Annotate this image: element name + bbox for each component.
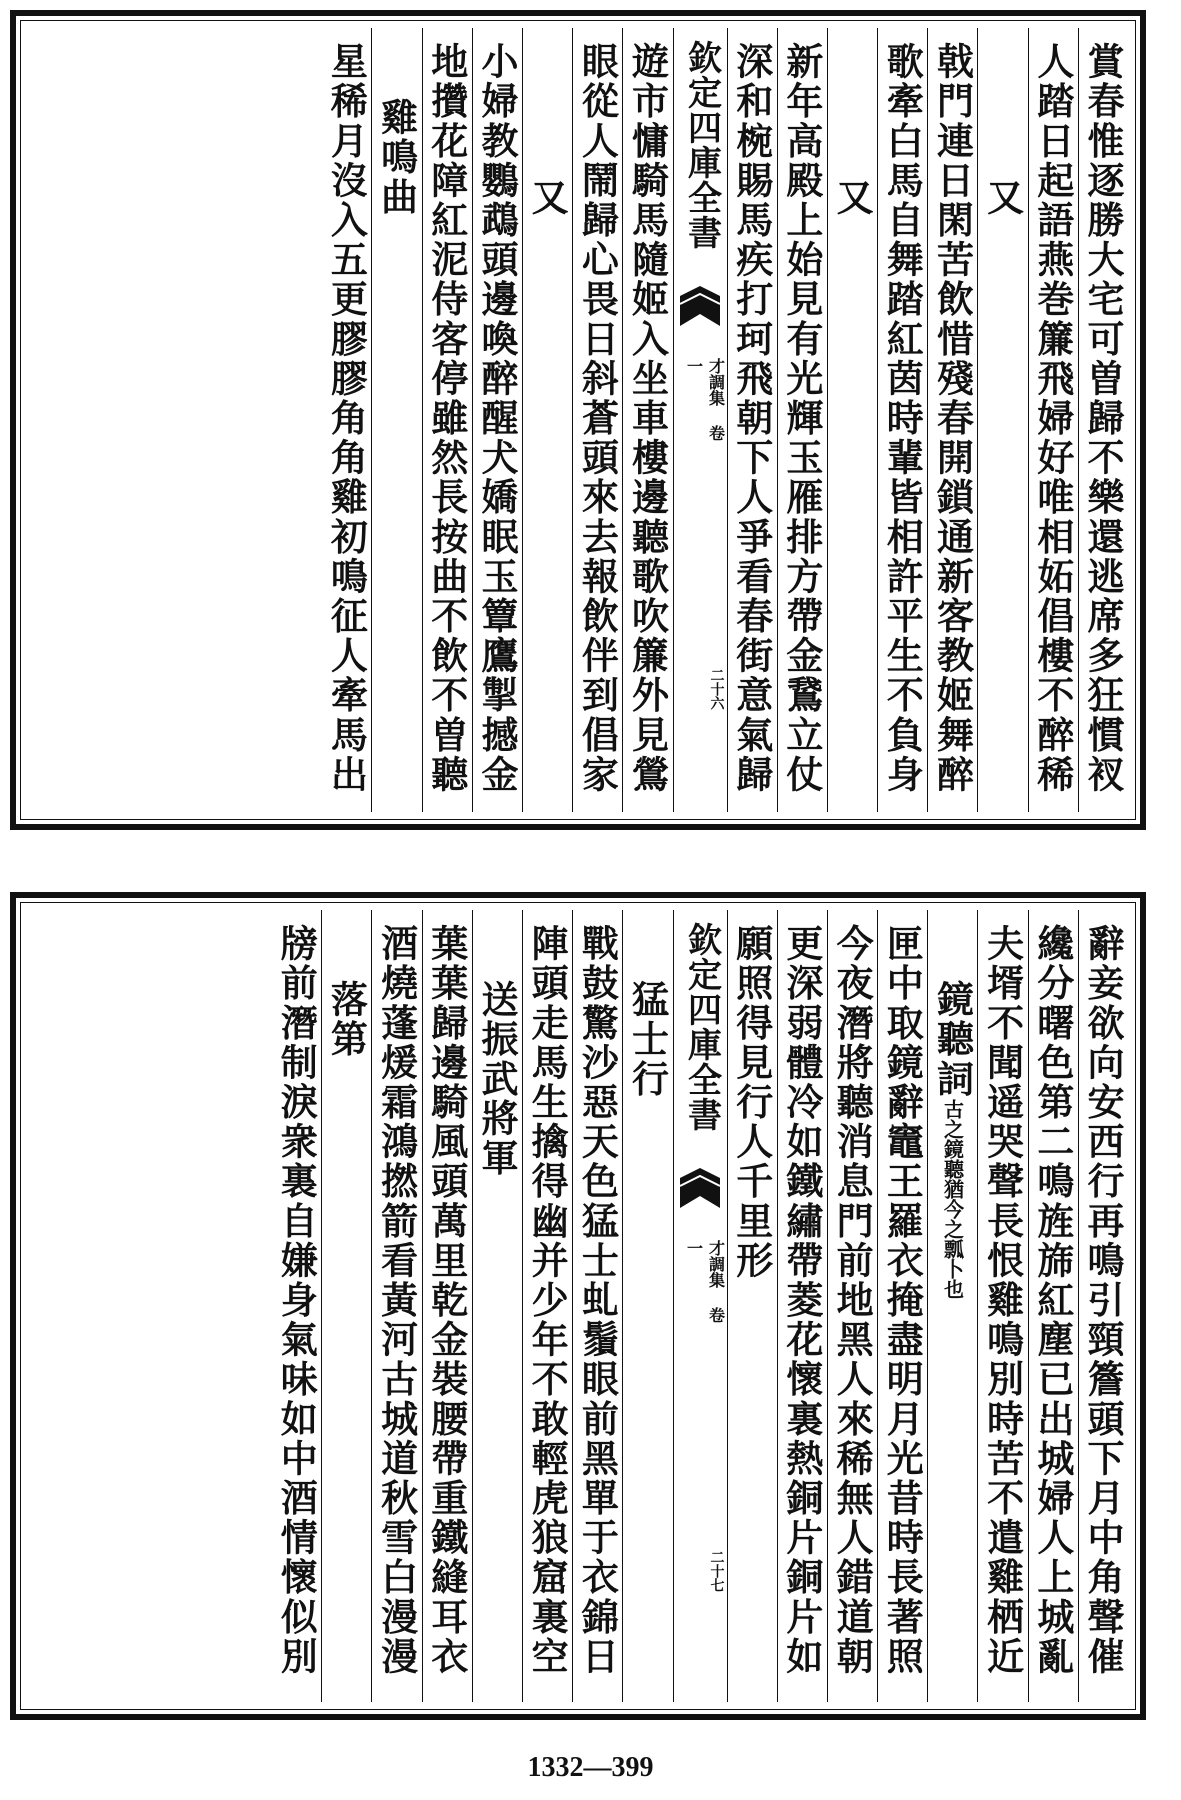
text-column xyxy=(927,28,977,812)
column-heading: 又 xyxy=(980,178,1025,218)
page-footer-number: 1332—399 xyxy=(527,1752,654,1783)
center-page-number: 二十七 xyxy=(708,1550,725,1592)
text-column xyxy=(877,28,927,812)
text-column xyxy=(727,910,777,1702)
poem-title: 鏡聽詞 xyxy=(930,980,975,1099)
center-book: 才調集 卷一 xyxy=(684,1240,726,1323)
center-fold xyxy=(673,910,727,1702)
column-text: 葉葉歸邊騎風頭萬里乾金裝腰帶重鐵縫耳衣 xyxy=(424,924,469,1677)
column-text: 戟門連日閑苦飲惜殘春開鎖通新客教姬舞醉 xyxy=(930,42,975,795)
column-text: 牓前潛制淚衆裏自嫌身氣味如中酒情懷似別 xyxy=(274,924,319,1677)
column-text: 更深弱體冷如鐵繡帶菱花懷裏熱銅片銅片如 xyxy=(779,924,824,1677)
center-title: 欽定四庫全書 xyxy=(681,40,722,250)
column-text: 眼從人鬧歸心畏日斜蒼頭來去報飲伴到倡家 xyxy=(575,42,620,795)
column-heading: 又 xyxy=(525,178,570,218)
text-column xyxy=(422,910,472,1702)
text-column xyxy=(522,910,572,1702)
poem-note: 古之鏡聽猶今之瓢卜也 xyxy=(940,1098,965,1299)
column-text: 纔分曙色第二鳴旌旆紅塵已出城婦人上城亂 xyxy=(1030,924,1075,1677)
column-text: 賞春惟逐勝大宅可曽歸不樂還逃席多狂慣衩 xyxy=(1081,42,1125,795)
text-column xyxy=(572,28,622,812)
column-text: 戰鼓驚沙惡天色猛士虬鬚眼前黑單于衣錦日 xyxy=(575,924,620,1677)
page-bottom-columns xyxy=(28,910,1128,1702)
text-column xyxy=(877,910,927,1702)
page-top-columns xyxy=(28,28,1128,812)
fishtail-mark-icon xyxy=(680,286,720,326)
page-bottom xyxy=(10,892,1146,1720)
text-column xyxy=(522,28,572,812)
text-column xyxy=(977,28,1027,812)
center-fold xyxy=(673,28,727,812)
text-column xyxy=(1028,910,1078,1702)
column-text: 夫壻不聞遥哭聲長恨雞鳴別時苦不遣雞栖近 xyxy=(980,924,1025,1677)
column-text: 匣中取鏡辭竈王羅衣掩盡明月光昔時長著照 xyxy=(880,924,925,1677)
column-text: 星稀月沒入五更膠膠角角雞初鳴征人牽馬出 xyxy=(324,42,369,795)
text-column xyxy=(727,28,777,812)
text-column xyxy=(271,910,321,1702)
text-column xyxy=(422,28,472,812)
text-column xyxy=(1028,28,1078,812)
column-text: 小婦教鸚鵡頭邊喚醉醒犬嬌眠玉簟鷹掣撼金 xyxy=(474,42,519,795)
column-text: 人踏日起語燕巻簾飛婦好唯相妬倡樓不醉稀 xyxy=(1030,42,1075,795)
text-column xyxy=(777,28,827,812)
column-heading: 猛士行 xyxy=(625,980,670,1099)
center-title: 欽定四庫全書 xyxy=(681,922,722,1132)
column-heading: 又 xyxy=(830,178,875,218)
text-column xyxy=(1078,28,1128,812)
column-text: 遊市慵騎馬隨姬入坐車樓邊聽歌吹簾外見鶯 xyxy=(625,42,670,795)
text-column xyxy=(472,28,522,812)
text-column xyxy=(977,910,1027,1702)
column-text: 陣頭走馬生擒得幽并少年不敢輕虎狼窟裏空 xyxy=(525,924,570,1677)
text-column xyxy=(777,910,827,1702)
column-text: 辭妾欲向安西行再鳴引頸簷頭下月中角聲催 xyxy=(1081,924,1125,1677)
column-heading: 送振武將軍 xyxy=(474,980,519,1178)
text-column xyxy=(827,910,877,1702)
column-heading: 雞鳴曲 xyxy=(374,98,419,217)
column-heading: 落第 xyxy=(324,980,369,1060)
column-text: 酒燒蓬煖霜鴻撚箭看黃河古城道秋雪白漫漫 xyxy=(374,924,419,1677)
center-page-number: 二十六 xyxy=(708,668,725,710)
text-column xyxy=(371,28,421,812)
text-column xyxy=(622,910,672,1702)
fishtail-mark-icon xyxy=(680,1168,720,1208)
column-heading xyxy=(928,980,977,1692)
column-text: 深和椀賜馬疾打珂飛朝下人爭看春街意氣歸 xyxy=(729,42,774,795)
column-text: 地攢花障紅泥侍客停雖然長按曲不飲不曽聽 xyxy=(424,42,469,795)
text-column xyxy=(927,910,977,1702)
text-column xyxy=(622,28,672,812)
text-column xyxy=(472,910,522,1702)
text-column xyxy=(1078,910,1128,1702)
page-top xyxy=(10,10,1146,830)
column-text: 新年高殿上始見有光輝玉雁排方帶金鵞立仗 xyxy=(779,42,824,795)
column-text: 今夜潛將聽消息門前地黑人來稀無人錯道朝 xyxy=(830,924,875,1677)
text-column xyxy=(827,28,877,812)
text-column xyxy=(321,28,371,812)
text-column xyxy=(321,910,371,1702)
column-text: 願照得見行人千里形 xyxy=(729,924,774,1281)
text-column xyxy=(572,910,622,1702)
column-text: 歌牽白馬自舞踏紅茵時輩皆相許平生不負身 xyxy=(880,42,925,795)
center-book: 才調集 卷一 xyxy=(684,358,726,441)
text-column xyxy=(371,910,421,1702)
